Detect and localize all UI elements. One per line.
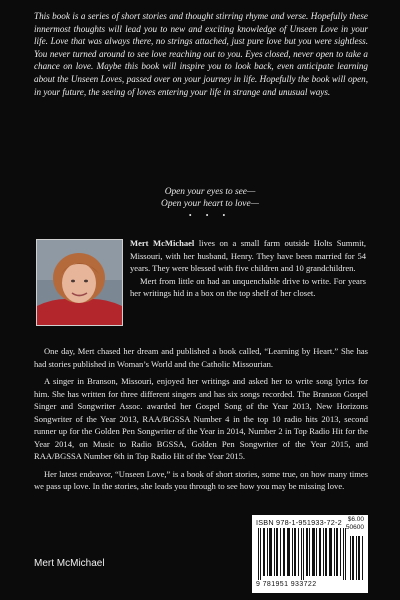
verse-block — [0, 186, 400, 222]
body-paragraph-2: A singer in Branson, Missouri, enjoyed her writings and asked her to write song lyrics for him. She has written for three different singers and has six songs recorded. The Branson Gospel Singer and Songwriter Assoc. awarded her Gospel Song of the Year 2013, New Horizons Songwriter of the Year 2013, RAA/BGSSA Number 4 in the top 10 radio hits 2013, second runner up for the Golden Pen Songwriter of the Year in 2014, Number 2 in Top Radio Hit for the Year 2014, on Music to Radio BGSSA, Golden Pen Songwriter of the Year 2015, and RAA/BGSSA Number 6th in Top Radio Hit of the Year 2015. — [34, 376, 368, 461]
bio-paragraph-1: Mert McMichael lives on a small farm outside Holts Summit, Missouri, with her husband, Henry. They have been married for 54 years. They were blessed with five children and 10 grandchildren. — [130, 238, 366, 274]
author-bio — [130, 237, 366, 300]
body-paragraph-1: One day, Mert chased her dream and published a book called, “Learning by Heart.” She has had stories published in Woman’s World and the Catholic Missourian. — [34, 346, 368, 369]
isbn-barcode — [252, 515, 368, 593]
addon-digits: 50600 — [345, 524, 364, 531]
verse-line-2: Open your heart to love— — [161, 199, 259, 209]
intro-paragraph: This book is a series of short stories and thought stirring rhyme and verse. Hopefully these innermost thoughts will lead you to new and exciting knowledge of Unseen Love in your life. Love that was always there, no strings attached, just pure love but you were sightless. You never turned around to see love reaching out to you. Eyes closed, never open to take a chance on love. Maybe this book will inspire you to look back, even anticipate learning about the Unseen Loves, passed over on your journey in life. Hopefully the book will open, in your future, the seeing of loves entering your life in strange and unusual ways. — [34, 11, 368, 97]
author-name-bold: Mert McMichael — [130, 238, 195, 248]
bio-paragraph-2: Mert from little on had an unquenchable drive to write. For years her writings hid in a box on the top shelf of her closet. — [130, 275, 366, 299]
body-text — [34, 345, 368, 498]
author-photo — [36, 239, 123, 326]
author-signature-name: Mert McMichael — [34, 558, 105, 569]
body-paragraph-3: Her latest endeavor, “Unseen Love,” is a book of short stories, some true, on how many times we pass up love. In the stories, she leads you through to see how you may be missing love. — [34, 468, 368, 491]
section-divider-dots: • • • — [188, 211, 232, 220]
barcode-digits: 9 781951 933722 — [256, 581, 317, 588]
verse-line-1: Open your eyes to see— — [164, 187, 256, 197]
isbn-text: ISBN 978-1-951933-72-2 — [256, 518, 342, 527]
barcode-bars — [258, 528, 364, 580]
price-text: $6.00 — [347, 516, 364, 523]
